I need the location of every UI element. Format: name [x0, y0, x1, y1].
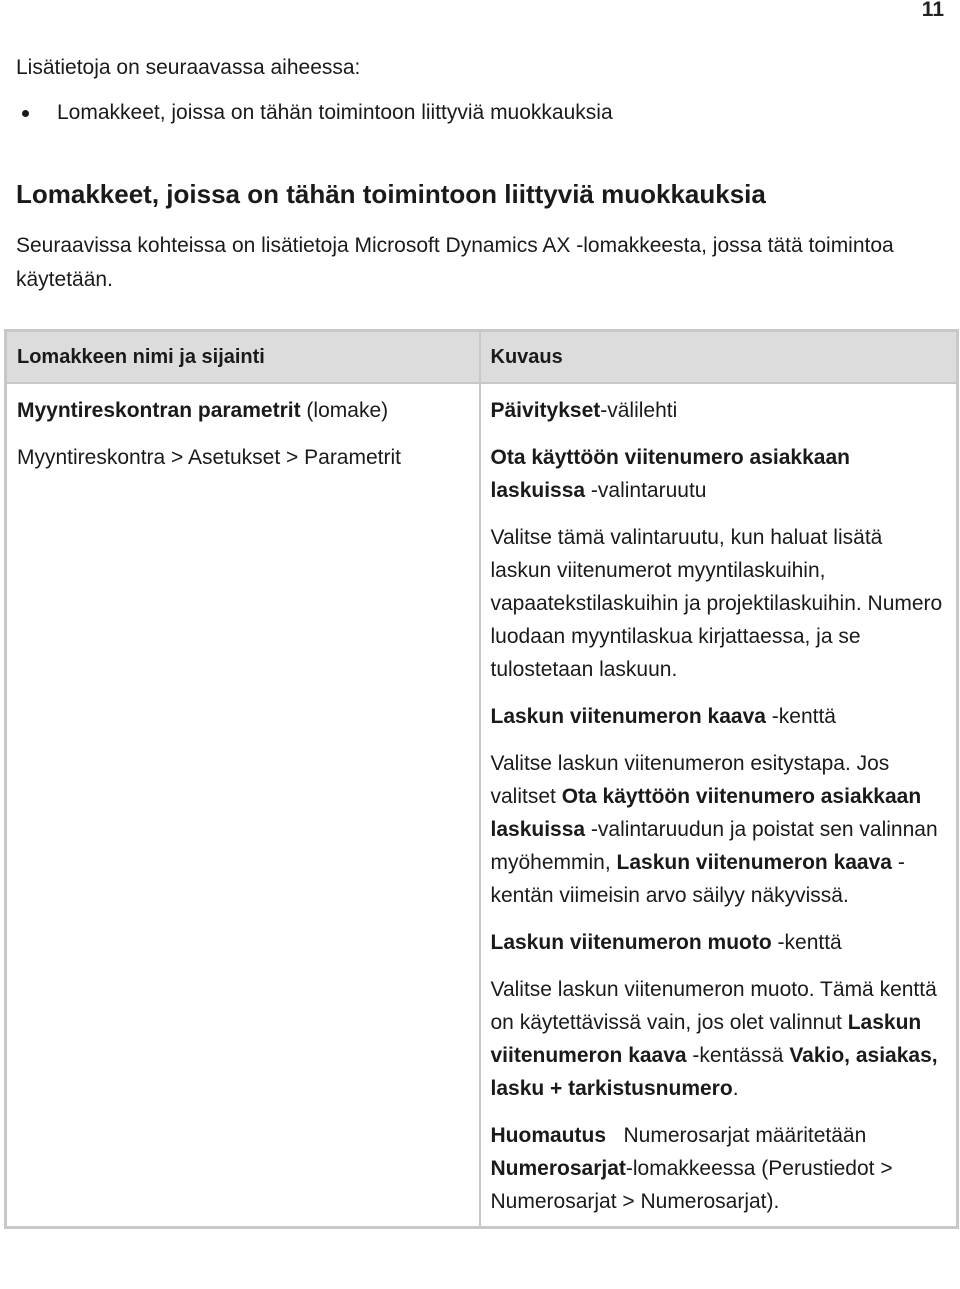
column-header-description: Kuvaus — [480, 331, 958, 384]
field3-desc-text: . — [732, 1077, 739, 1100]
form-name-suffix: (lomake) — [300, 399, 389, 422]
field1-title — [491, 441, 947, 507]
section-description: Seuraavissa kohteissa on lisätietoja Microsoft Dynamics AX -lomakkeesta, jossa tätä toimintoa käytetään. — [16, 234, 894, 291]
tab-suffix: -välilehti — [600, 399, 678, 422]
page-number: 11 — [921, 0, 944, 21]
table-header-row — [6, 331, 958, 384]
field2-desc-ref: Ota käyttöön viitenumero asiakkaan laskuissa — [490, 785, 922, 841]
note — [491, 1119, 947, 1218]
field2-suffix: -kenttä — [765, 705, 836, 728]
section-heading: Lomakkeet, joissa on tähän toimintoon liittyviä muokkauksia — [16, 179, 766, 209]
field3-desc-ref: Vakio, asiakas, lasku + tarkistusnumero — [490, 1044, 938, 1100]
intro-text: Lisätietoja on seuraavassa aiheessa: — [16, 56, 361, 79]
field1-suffix: -valintaruutu — [585, 479, 707, 502]
field3-desc-text: -kentässä — [686, 1044, 790, 1067]
field3-suffix: -kenttä — [771, 931, 842, 954]
table-row — [6, 383, 958, 1228]
note-ref: Numerosarjat — [490, 1157, 626, 1180]
note-text: Numerosarjat määritetään — [606, 1124, 873, 1147]
bullet-text: Lomakkeet, joissa on tähän toimintoon liittyviä muokkauksia — [57, 101, 613, 124]
field3-name: Laskun viitenumeron muoto — [490, 931, 772, 954]
field3-desc-ref: Laskun viitenumeron kaava — [490, 1011, 922, 1067]
field2-name: Laskun viitenumeron kaava — [490, 705, 766, 728]
field2-desc-text: -valintaruudun ja poistat sen valinnan myöhemmin, — [490, 818, 938, 874]
column-header-form-location: Lomakkeen nimi ja sijainti — [6, 331, 480, 384]
field1-name: Ota käyttöön viitenumero asiakkaan laskuissa — [490, 446, 850, 502]
note-text: -lomakkeessa (Perustiedot > Numerosarjat > Numerosarjat). — [490, 1157, 893, 1213]
form-name-line — [17, 394, 469, 427]
bullet-list-item — [16, 101, 613, 125]
tab-line — [491, 394, 947, 427]
field3-title — [491, 926, 947, 959]
tab-name: Päivitykset — [490, 399, 601, 422]
note-label: Huomautus — [490, 1124, 606, 1147]
description-cell — [480, 383, 958, 1228]
field2-title — [491, 700, 947, 733]
field2-desc-text: -kentän viimeisin arvo säilyy näkyvissä. — [490, 851, 905, 907]
forms-table — [4, 329, 959, 1229]
field3-description — [491, 973, 947, 1105]
form-name: Myyntireskontran parametrit — [17, 399, 301, 422]
field1-description: Valitse tämä valintaruutu, kun haluat lisätä laskun viitenumerot myyntilaskuihin, vapaatekstilaskuihin ja projektilaskuihin. Numero luodaan myyntilaskua kirjattaessa, ja se tulostetaan laskuun. — [490, 526, 943, 681]
field2-desc-text: Valitse laskun viitenumeron esitystapa. Jos valitset — [490, 752, 890, 808]
field3-desc-text: Valitse laskun viitenumeron muoto. Tämä kenttä on käytettävissä vain, jos olet valinnut — [490, 978, 937, 1034]
form-path: Myyntireskontra > Asetukset > Parametrit — [17, 446, 401, 469]
field2-description — [491, 747, 947, 912]
bullet-icon — [22, 110, 29, 117]
field2-desc-ref: Laskun viitenumeron kaava — [616, 851, 892, 874]
form-location-cell — [6, 383, 480, 1228]
